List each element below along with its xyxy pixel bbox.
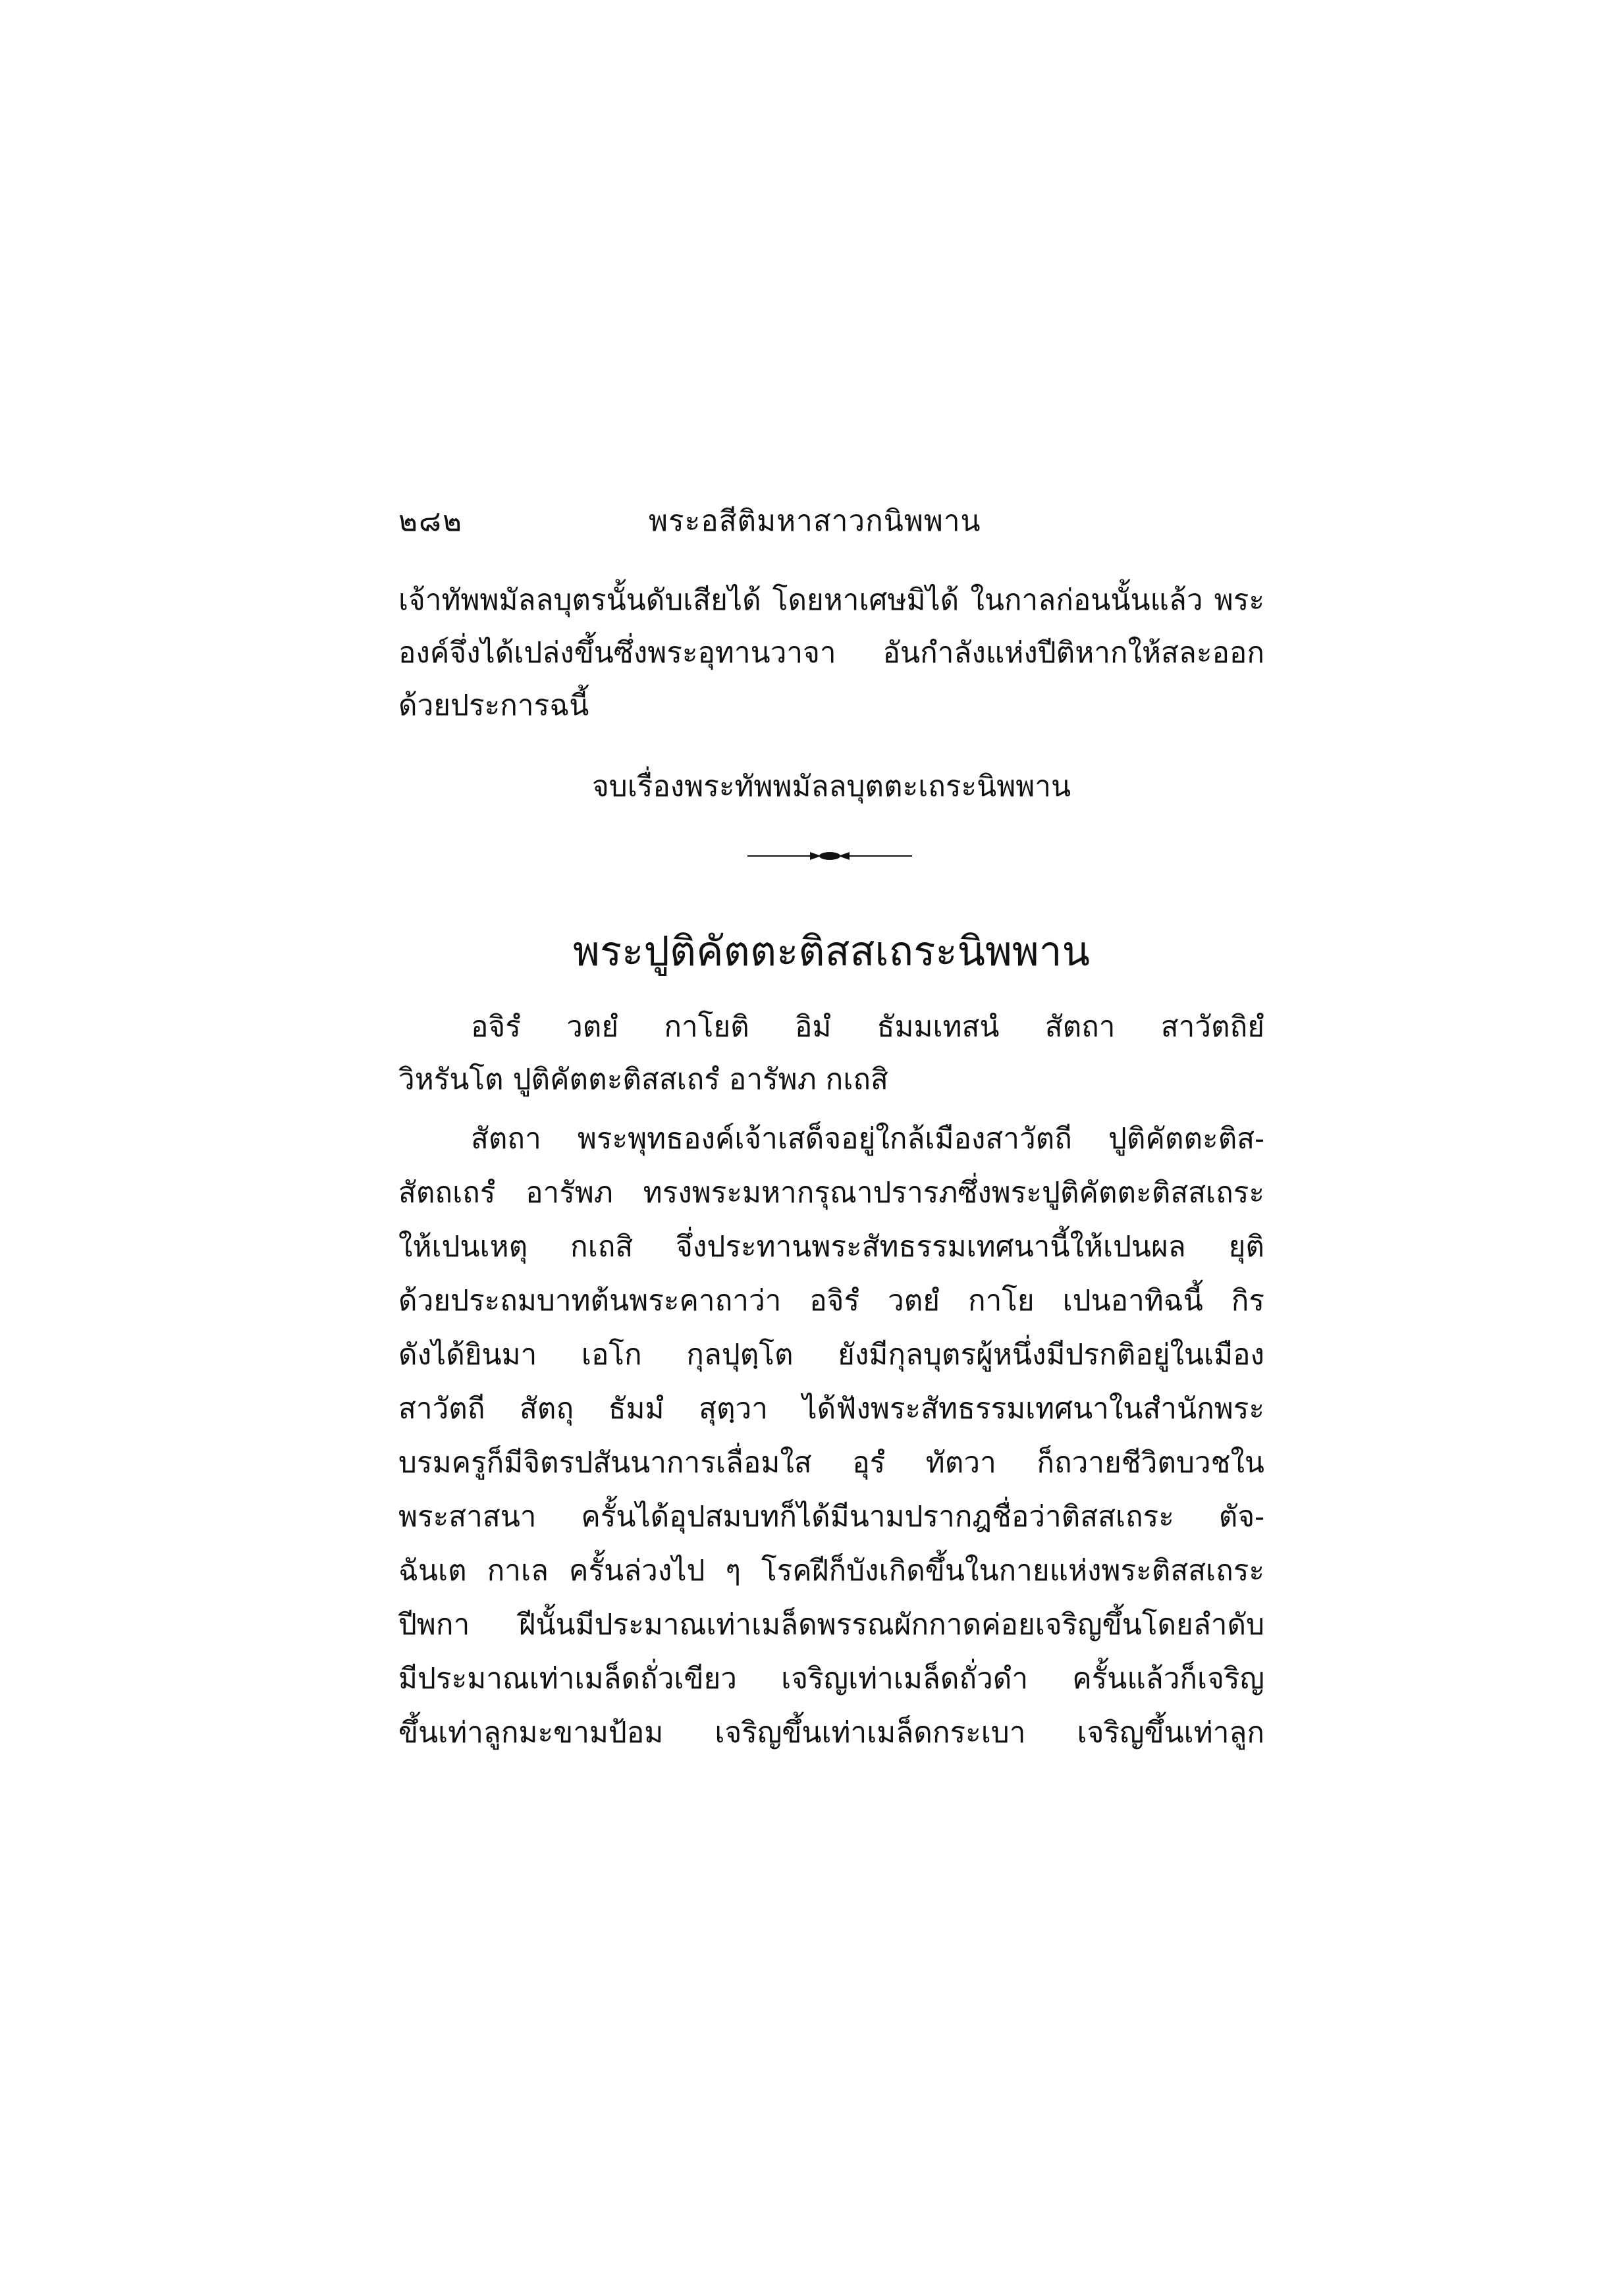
body-line: ขึ้นเท่าลูกมะขามป้อม เจริญขึ้นเท่าเมล็ดกระเบา เจริญขึ้นเท่าลูก [398, 1716, 1264, 1749]
ornament-divider [747, 848, 912, 864]
body-line: สาวัตถี สัตถุ ธัมมํ สุตฺวา ได้ฟังพระสัทธรรมเทศนาในสำนักพระ [398, 1392, 1264, 1426]
body-line: ดังได้ยินมา เอโก กุลปุตฺโต ยังมีกุลบุตรผู้หนึ่งมีปรกติอยู่ในเมือง [398, 1338, 1264, 1372]
body-line: สัตถเถรํ อารัพภ ทรงพระมหากรุณาปรารภซึ่งพระปูติคัตตะติสสเถระ [398, 1176, 1264, 1210]
intro-line: ด้วยประการฉนี้ [398, 689, 589, 722]
body-line: พระสาสนา ครั้นได้อุปสมบทก็ได้มีนามปรากฎชื่อว่าติสสเถระ ตัจ- [398, 1500, 1264, 1534]
intro-line: องค์จึ่งได้เปล่งขึ้นซึ่งพระอุทานวาจา อันกำลังแห่งปีติหากให้สละออก [398, 636, 1264, 670]
pali-line: วิหรันโต ปูติคัตตะติสสเถรํ อารัพภ กเถสิ [398, 1063, 888, 1096]
intro-line: เจ้าทัพพมัลลบุตรนั้นดับเสียได้ โดยหาเศษมิได้ ในกาลก่อนนั้นแล้ว พระ [398, 583, 1264, 617]
body-line: สัตถา พระพุทธองค์เจ้าเสด็จอยู่ใกล้เมืองสาวัตถี ปูติคัตตะติส- [471, 1122, 1264, 1156]
running-title: พระอสีติมหาสาวกนิพพาน [649, 504, 981, 538]
body-line: ด้วยประถมบาทต้นพระคาถาว่า อจิรํ วตยํ กาโย เปนอาทิฉนี้ กิร [398, 1284, 1264, 1318]
page-number: ๒๘๒ [398, 504, 463, 538]
body-line: มีประมาณเท่าเมล็ดถั่วเขียว เจริญเท่าเมล็ดถั่วดำ ครั้นแล้วก็เจริญ [398, 1662, 1264, 1695]
chapter-title: พระปูติคัตตะติสสเถระนิพพาน [573, 927, 1090, 975]
body-line: ฉันเต กาเล ครั้นล่วงไป ๆ โรคฝีก็บังเกิดขึ้นในกายแห่งพระติสสเถระ [398, 1554, 1264, 1588]
section-end-heading: จบเรื่องพระทัพพมัลลบุตตะเถระนิพพาน [591, 770, 1071, 803]
body-line: ให้เปนเหตุ กเถสิ จึ่งประทานพระสัทธรรมเทศนานี้ให้เปนผล ยุติ [398, 1230, 1264, 1264]
body-line: ปีพกา ฝีนั้นมีประมาณเท่าเมล็ดพรรณผักกาดค่อยเจริญขึ้นโดยลำดับ [398, 1608, 1264, 1642]
pali-line: อจิรํ วตยํ กาโยติ อิมํ ธัมมเทสนํ สัตถา สาวัตถิยํ [471, 1010, 1264, 1044]
page-header [398, 495, 1264, 548]
body-line: บรมครูก็มีจิตรปสันนาการเลื่อมใส อุรํ ทัตวา ก็ถวายชีวิตบวชใน [398, 1446, 1264, 1480]
